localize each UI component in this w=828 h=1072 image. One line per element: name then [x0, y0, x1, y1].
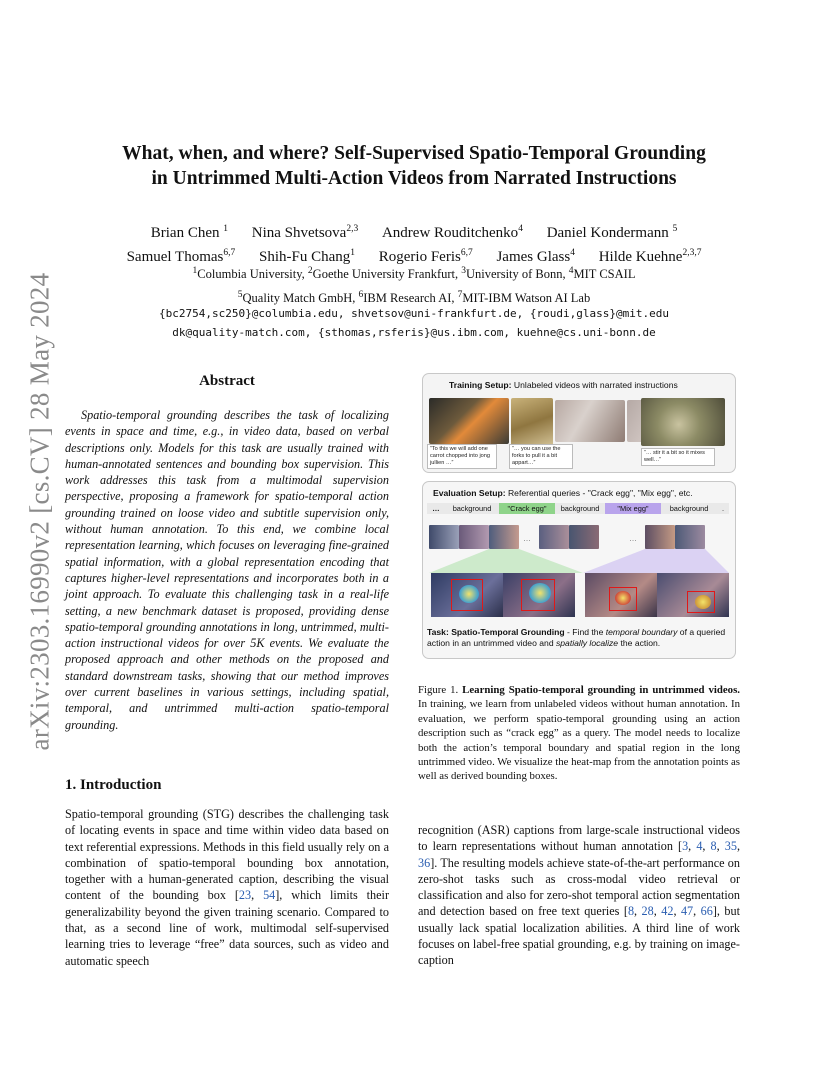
bounding-box: [687, 591, 715, 613]
bounding-box: [521, 579, 555, 611]
video-thumbnail: [429, 398, 509, 444]
ellipsis: …: [629, 534, 637, 543]
evaluation-setup-panel: [422, 481, 736, 659]
video-frame: [539, 525, 569, 549]
affiliation-line-2: $^5$Quality Match GmbH, $^6$IBM Research AI, $^7$MIT-IBM Watson AI Lab: [237, 290, 591, 306]
citation-link[interactable]: 54: [263, 888, 276, 903]
training-setup-title: Training Setup: Unlabeled videos with narrated instructions: [449, 380, 678, 390]
timeline-segment-mix-egg: "Mix egg": [605, 503, 661, 514]
video-frame: [675, 525, 705, 549]
author: Daniel Kondermann $^5$: [546, 224, 678, 241]
ellipsis: …: [523, 534, 531, 543]
narration-caption: “… stir it a bit so it mixes well…”: [641, 448, 715, 466]
email-list: [60, 304, 768, 342]
citation-link[interactable]: 36: [418, 855, 431, 870]
narration-caption: “To this we will add one carrot chopped into jong jullien …”: [427, 444, 497, 469]
timeline-segment: background: [555, 503, 605, 514]
citation-link[interactable]: 8: [710, 839, 717, 854]
author: Andrew Rouditchenko$^4$: [381, 224, 523, 241]
video-frame: [459, 525, 489, 549]
figure-label: Figure 1.: [418, 684, 459, 696]
author: Hilde Kuehne$^{2,3,7}$: [598, 248, 702, 265]
video-frame: [645, 525, 675, 549]
crack-egg-zoom: [429, 549, 583, 573]
video-thumbnail: [555, 400, 625, 442]
author-list: [60, 219, 768, 267]
narration-caption: “… you can use the forks to pull it a bit appart…”: [509, 444, 573, 469]
video-frame: [429, 525, 459, 549]
grounded-frame: [431, 573, 503, 617]
citation-link[interactable]: 35: [724, 839, 737, 854]
abstract-text: Spatio-temporal grounding describes the task of localizing events in space and time, e.g., in video data, based on verbal descriptions only. Models for this task are usually trained with human-annotated sentences and bounding box supervision. This work addresses this task from a multimodal supervision perspective, proposing a framework for spatio-temporal action grounding trained on loose video and subtitle supervision only, without human annotation. To this end, we combine local representation learning, which focuses on leveraging fine-grained spatial information, with a global representation encoding that captures higher-level representations and incorporates both in a joint approach. To evaluate this challenging task in a real-life setting, a new benchmark dataset is proposed, providing dense spatio-temporal grounding annotations in long, untrimmed, multi-action instructional videos for over 5K events. We evaluate the proposed approach and other methods on the proposed and standard downstream tasks, showing that our method improves over current baselines in various settings, including spatial, temporal, and untrimmed multi-action spatio-temporal grounding.: [65, 408, 389, 732]
email-line-2: dk@quality-match.com, {sthomas,rsferis}@us.ibm.com, kuehne@cs.uni-bonn.de: [172, 326, 656, 339]
author: Nina Shvetsova$^{2,3}$: [251, 224, 359, 241]
timeline-segment: background: [445, 503, 499, 514]
video-frame: [569, 525, 599, 549]
timeline-segment-crack-egg: "Crack egg": [499, 503, 555, 514]
intro-paragraph-continued: recognition (ASR) captions from large-scale instructional videos to learn representations without human annotation [3, 4, 8, 35, 36]. The resulting models achieve state-of-the-art performance on zero-shot tasks such as cross-modal video retrieval or classification and also for zero-shot temporal action segmentation and detection based on free text queries [8, 28, 42, 47, 66], but usually lack spatial localization abilities. A third line of work focuses on label-free spatial grounding, e.g. by training on image-caption: [418, 823, 741, 968]
grounded-frame: [657, 573, 729, 617]
intro-paragraph: Spatio-temporal grounding (STG) describes the challenging task of locating events in space and time within video data based on text referential expressions. Methods in this field usually rely on a combination of spatio-temporal bounding box annotation, together with a human-generated caption, describing the visual content of the bounding box [23, 54], which limits their generalizability beyond the given training scenario. Compared to that, as a second line of work, multimodal self-supervised learning tries to leverage “free” data sources, such as video and automatic speech: [65, 807, 390, 968]
affiliation-line-1: $^1$Columbia University, $^2$Goethe University Frankfurt, $^3$University of Bonn, $^4$MIT CSAIL: [192, 266, 636, 282]
affiliations: [60, 263, 768, 307]
zoom-connectors: [423, 549, 737, 573]
author: James Glass$^4$: [496, 248, 575, 265]
citation-link[interactable]: 66: [700, 904, 713, 919]
author: Shih-Fu Chang$^1$: [258, 248, 355, 265]
arxiv-stamp: arXiv:2303.16990v2 [cs.CV] 28 May 2024: [24, 272, 55, 751]
citation-link[interactable]: 4: [696, 839, 703, 854]
intro-heading: 1. Introduction: [65, 777, 162, 793]
video-thumbnail: [511, 398, 553, 448]
author: Brian Chen $^1$: [150, 224, 228, 241]
bounding-box: [451, 579, 483, 611]
author: Samuel Thomas$^{6,7}$: [126, 248, 236, 265]
training-setup-panel: [422, 373, 736, 473]
bounding-box: [609, 587, 637, 611]
evaluation-setup-title: Evaluation Setup: Referential queries - "Crack egg", "Mix egg", etc.: [433, 488, 693, 498]
citation-link[interactable]: 47: [680, 904, 694, 919]
timeline-segment: .: [717, 503, 729, 514]
figure-1: [422, 373, 736, 663]
timeline-segment: …: [427, 503, 445, 514]
grounded-frame: [503, 573, 575, 617]
author: Rogerio Feris$^{6,7}$: [378, 248, 473, 265]
citation-link[interactable]: 28: [641, 904, 654, 919]
video-frame: [489, 525, 519, 549]
citation-link[interactable]: 42: [661, 904, 674, 919]
paper-title: [80, 141, 748, 191]
citation-link[interactable]: 8: [627, 904, 635, 919]
title-line-2: in Untrimmed Multi-Action Videos from Narrated Instructions: [151, 168, 677, 189]
figure-caption: Figure 1. Learning Spatio-temporal grounding in untrimmed videos. In training, we learn from unlabeled videos without human annotation. In evaluation, we perform spatio-temporal grounding using an action description such as “crack egg” as a query. The model needs to localize both the action’s temporal boundary and spatial region in the long untrimmed video. We visualize the heat-map from the annotation points as well as derived bounding boxes.: [418, 684, 740, 783]
abstract-heading: Abstract: [199, 373, 255, 389]
video-thumbnail: [641, 398, 725, 446]
citation-link[interactable]: 23: [238, 888, 252, 903]
author-row-1: [60, 219, 768, 243]
title-line-1: What, when, and where? Self-Supervised Spatio-Temporal Grounding: [122, 143, 706, 164]
grounded-frame: [585, 573, 657, 617]
email-line-1: {bc2754,sc250}@columbia.edu, shvetsov@uni-frankfurt.de, {roudi,glass}@mit.edu: [159, 307, 669, 320]
timeline-segment: background: [661, 503, 717, 514]
task-description: Task: Spatio-Temporal Grounding - Find the temporal boundary of a queried action in an untrimmed video and spatially localize the action.: [427, 627, 726, 648]
mix-egg-zoom: [583, 549, 729, 573]
citation-link[interactable]: 3: [682, 839, 689, 854]
